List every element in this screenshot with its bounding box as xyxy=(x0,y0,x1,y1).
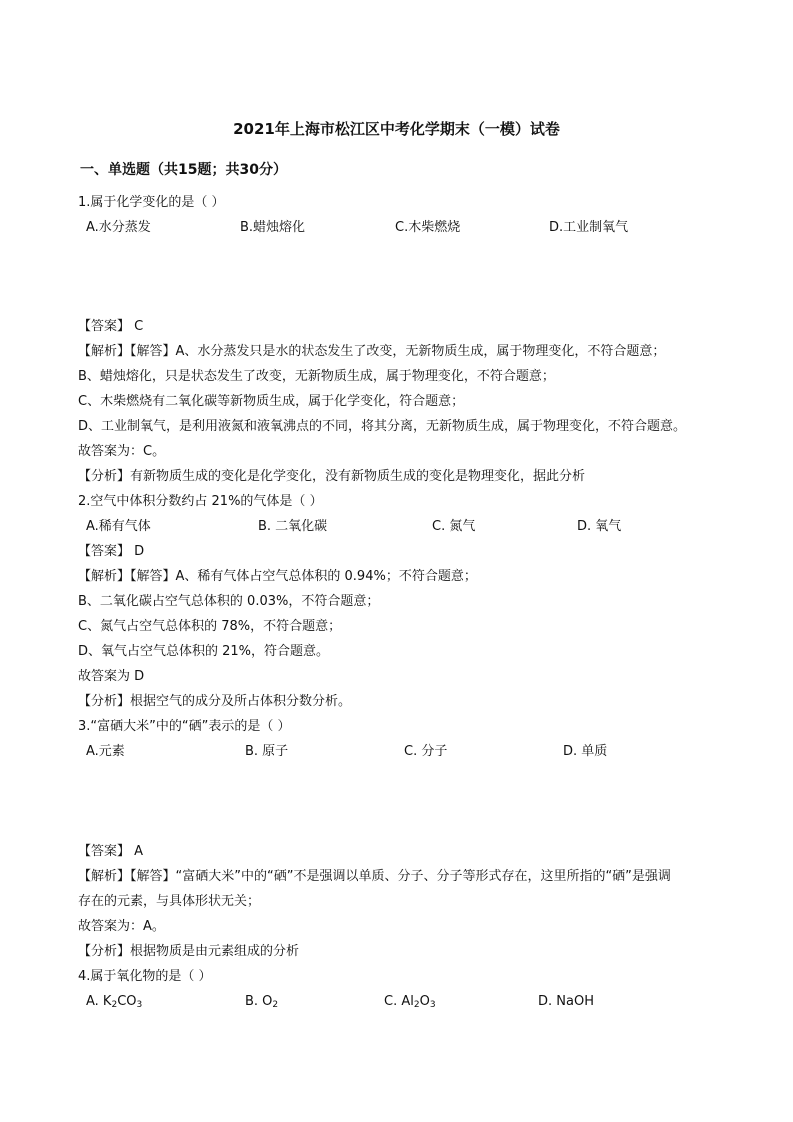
formula-part: A. K xyxy=(86,994,112,1009)
question-3-stem: 3.“富硒大米”中的“硒”表示的是（ ） xyxy=(78,719,291,734)
q2-analysis-line: 故答案为 D xyxy=(78,669,145,684)
q2-option-a: A.稀有气体 xyxy=(86,519,151,534)
q3-option-a: A.元素 xyxy=(86,744,125,759)
formula-subscript: 2 xyxy=(413,1000,420,1010)
q2-note: 【分析】根据空气的成分及所占体积分数分析。 xyxy=(78,694,352,709)
q2-answer: 【答案】 D xyxy=(78,544,145,559)
q1-answer: 【答案】 C xyxy=(78,319,144,334)
q1-analysis-line: D、工业制氧气，是利用液氮和液氧沸点的不同，将其分离，无新物质生成，属于物理变化，不符合题意。 xyxy=(78,419,687,434)
q1-analysis-line: 【解析】【解答】A、水分蒸发只是水的状态发生了改变，无新物质生成，属于物理变化，不符合题意； xyxy=(78,344,666,359)
q2-option-c: C. 氮气 xyxy=(432,519,476,534)
question-1-stem: 1.属于化学变化的是（ ） xyxy=(78,195,225,210)
formula-part: CO xyxy=(117,994,137,1009)
q3-option-b: B. 原子 xyxy=(245,744,289,759)
q4-option-a xyxy=(86,993,142,1014)
q4-option-d xyxy=(538,993,594,1011)
formula-part: B. O xyxy=(245,994,273,1009)
q3-note: 【分析】根据物质是由元素组成的分析 xyxy=(78,944,300,959)
formula-part: O xyxy=(419,994,430,1009)
q3-option-c: C. 分子 xyxy=(404,744,448,759)
q1-analysis-line: C、木柴燃烧有二氧化碳等新物质生成，属于化学变化，符合题意； xyxy=(78,394,465,409)
q4-option-b xyxy=(245,993,278,1014)
q2-analysis-line: C、氮气占空气总体积的 78%，不符合题意； xyxy=(78,619,342,634)
question-2-stem: 2.空气中体积分数约占 21%的气体是（ ） xyxy=(78,494,323,509)
section-heading: 一、单选题（共15题；共30分） xyxy=(80,162,287,178)
q1-option-d: D.工业制氧气 xyxy=(549,220,629,235)
q2-analysis-line: B、二氧化碳占空气总体积的 0.03%，不符合题意； xyxy=(78,594,380,609)
q1-note: 【分析】有新物质生成的变化是化学变化，没有新物质生成的变化是物理变化，据此分析 xyxy=(78,469,586,484)
page-title: 2021年上海市松江区中考化学期末（一模）试卷 xyxy=(233,120,560,138)
q2-option-b: B. 二氧化碳 xyxy=(258,519,328,534)
q4-option-c xyxy=(384,993,436,1014)
q3-analysis-line: 存在的元素，与具体形状无关； xyxy=(78,894,261,909)
q1-analysis-line: 故答案为：C。 xyxy=(78,444,166,459)
q3-option-d: D. 单质 xyxy=(563,744,608,759)
formula-subscript: 2 xyxy=(272,1000,279,1010)
formula-subscript: 3 xyxy=(429,1000,436,1010)
q3-answer: 【答案】 A xyxy=(78,844,144,859)
q2-analysis-line: D、氧气占空气总体积的 21%，符合题意。 xyxy=(78,644,330,659)
q1-analysis-line: B、蜡烛熔化，只是状态发生了改变，无新物质生成，属于物理变化，不符合题意； xyxy=(78,369,555,384)
question-4-stem: 4.属于氧化物的是（ ） xyxy=(78,969,212,984)
formula-subscript: 3 xyxy=(136,1000,143,1010)
formula-subscript: 2 xyxy=(111,1000,118,1010)
q1-option-b: B.蜡烛熔化 xyxy=(240,220,306,235)
formula-part: C. Al xyxy=(384,994,414,1009)
q1-option-a: A.水分蒸发 xyxy=(86,220,151,235)
q1-option-c: C.木柴燃烧 xyxy=(395,220,461,235)
q2-option-d: D. 氧气 xyxy=(577,519,622,534)
q2-analysis-line: 【解析】【解答】A、稀有气体占空气总体积的 0.94%；不符合题意； xyxy=(78,569,477,584)
formula-part: D. NaOH xyxy=(538,994,594,1009)
q3-analysis-line: 【解析】【解答】“富硒大米”中的“硒”不是强调以单质、分子、分子等形式存在，这里所指的“硒”是强调 xyxy=(78,869,671,884)
q3-analysis-line: 故答案为：A。 xyxy=(78,919,165,934)
